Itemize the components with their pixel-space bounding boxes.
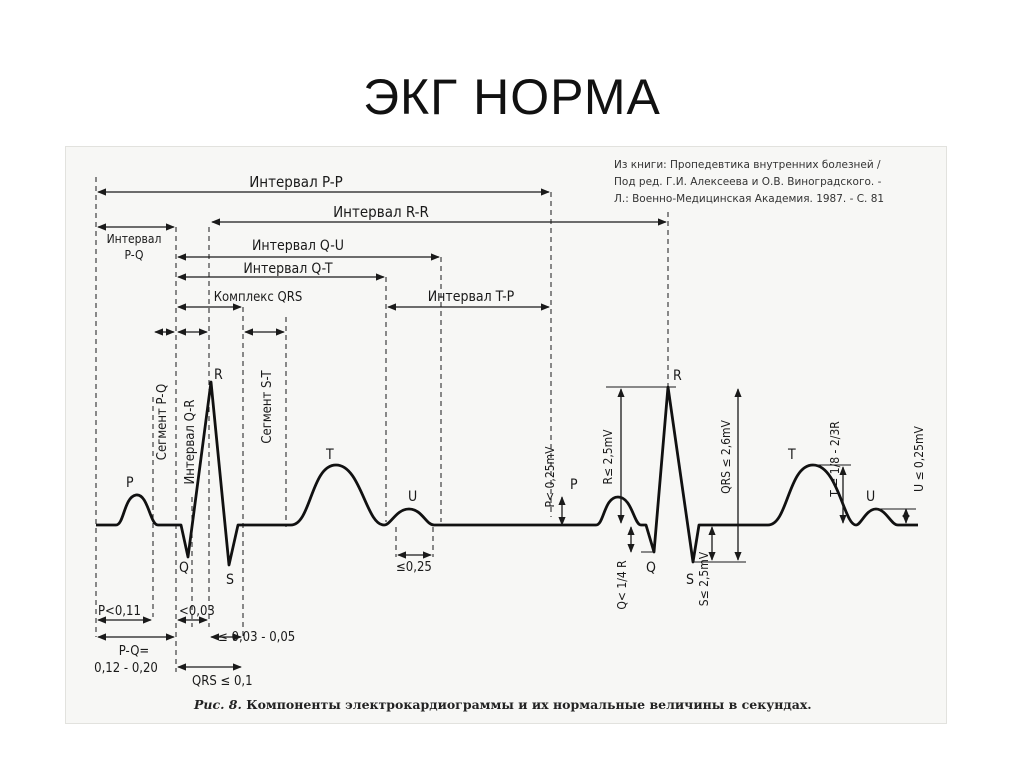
value-labels	[94, 560, 432, 689]
wave-labels	[126, 367, 875, 588]
q-amplitude-label: Q< 1/4 R	[615, 560, 629, 610]
caption-text: Компоненты электрокардиограммы и их нормальные величины в секундах.	[246, 697, 812, 712]
st-segment-label: Сегмент S-T	[260, 370, 275, 444]
qrs-complex-label: Комплекс QRS	[213, 290, 303, 305]
amplitude-labels	[543, 419, 926, 609]
pq-interval-label-2: P-Q	[124, 248, 144, 262]
tp-interval-label: Интервал T-P	[427, 289, 515, 305]
qr-duration-label: <0,03	[179, 604, 215, 619]
pp-interval-label: Интервал P-P	[249, 173, 343, 191]
ecg-trace	[96, 382, 918, 565]
u-amplitude-label: U ≤ 0,25mV	[912, 426, 926, 492]
rr-interval-label: Интервал R-R	[333, 203, 429, 221]
wave-q2: Q	[646, 560, 656, 576]
pq-interval-label-1: Интервал	[106, 232, 162, 246]
wave-u2: U	[866, 489, 876, 505]
guide-lines	[96, 177, 668, 672]
wave-r2: R	[673, 368, 682, 384]
wave-p2: P	[570, 477, 578, 493]
p-duration-label: P<0,11	[98, 604, 141, 619]
citation-line: Л.: Военно-Медицинская Академия. 1987. - С. 81	[614, 193, 885, 205]
pq-duration-label: P-Q=	[118, 644, 150, 659]
interval-labels	[107, 173, 515, 305]
amplitude-ticks	[606, 387, 916, 562]
citation-line: Из книги: Пропедевтика внутренних болезней /	[614, 159, 881, 171]
interval-arrows	[98, 192, 906, 667]
ecg-figure	[65, 146, 947, 724]
p-amplitude-label: P< 0,25mV	[543, 446, 557, 508]
qt-interval-label: Интервал Q-T	[243, 261, 333, 277]
wave-t1: T	[326, 447, 334, 463]
wave-s1: S	[226, 572, 234, 588]
slide-title: ЭКГ НОРМА	[363, 69, 661, 125]
wave-t2: T	[788, 447, 796, 463]
wave-s2: S	[686, 572, 694, 588]
st-duration-label: ≤ 0,03 - 0,05	[218, 630, 296, 645]
qu-interval-label: Интервал Q-U	[251, 238, 345, 254]
qrs-amplitude-label: QRS ≤ 2,6mV	[719, 420, 733, 494]
pq-range-label: 0,12 - 0,20	[94, 661, 158, 676]
qrs-duration-label: QRS ≤ 0,1	[192, 674, 253, 689]
wave-q1: Q	[179, 560, 189, 576]
t-amplitude-label: T = 1/8 - 2/3R	[828, 421, 842, 497]
wave-r1: R	[214, 367, 223, 383]
qr-interval-vertical-label: Интервал Q-R	[183, 399, 198, 485]
figure-caption	[194, 697, 914, 712]
s-amplitude-label: S≤ 2,5mV	[697, 551, 711, 607]
wave-p1: P	[126, 475, 134, 491]
u-duration-label: ≤0,25	[396, 560, 432, 575]
wave-u1: U	[408, 489, 418, 505]
pq-segment-label: Сегмент P-Q	[155, 383, 170, 461]
citation-line: Под ред. Г.И. Алексеева и О.В. Виноградского. -	[614, 176, 882, 188]
caption-figure-number: Рис. 8.	[194, 697, 242, 712]
ecg-diagram	[66, 147, 946, 723]
r-amplitude-label: R≤ 2,5mV	[601, 429, 615, 485]
